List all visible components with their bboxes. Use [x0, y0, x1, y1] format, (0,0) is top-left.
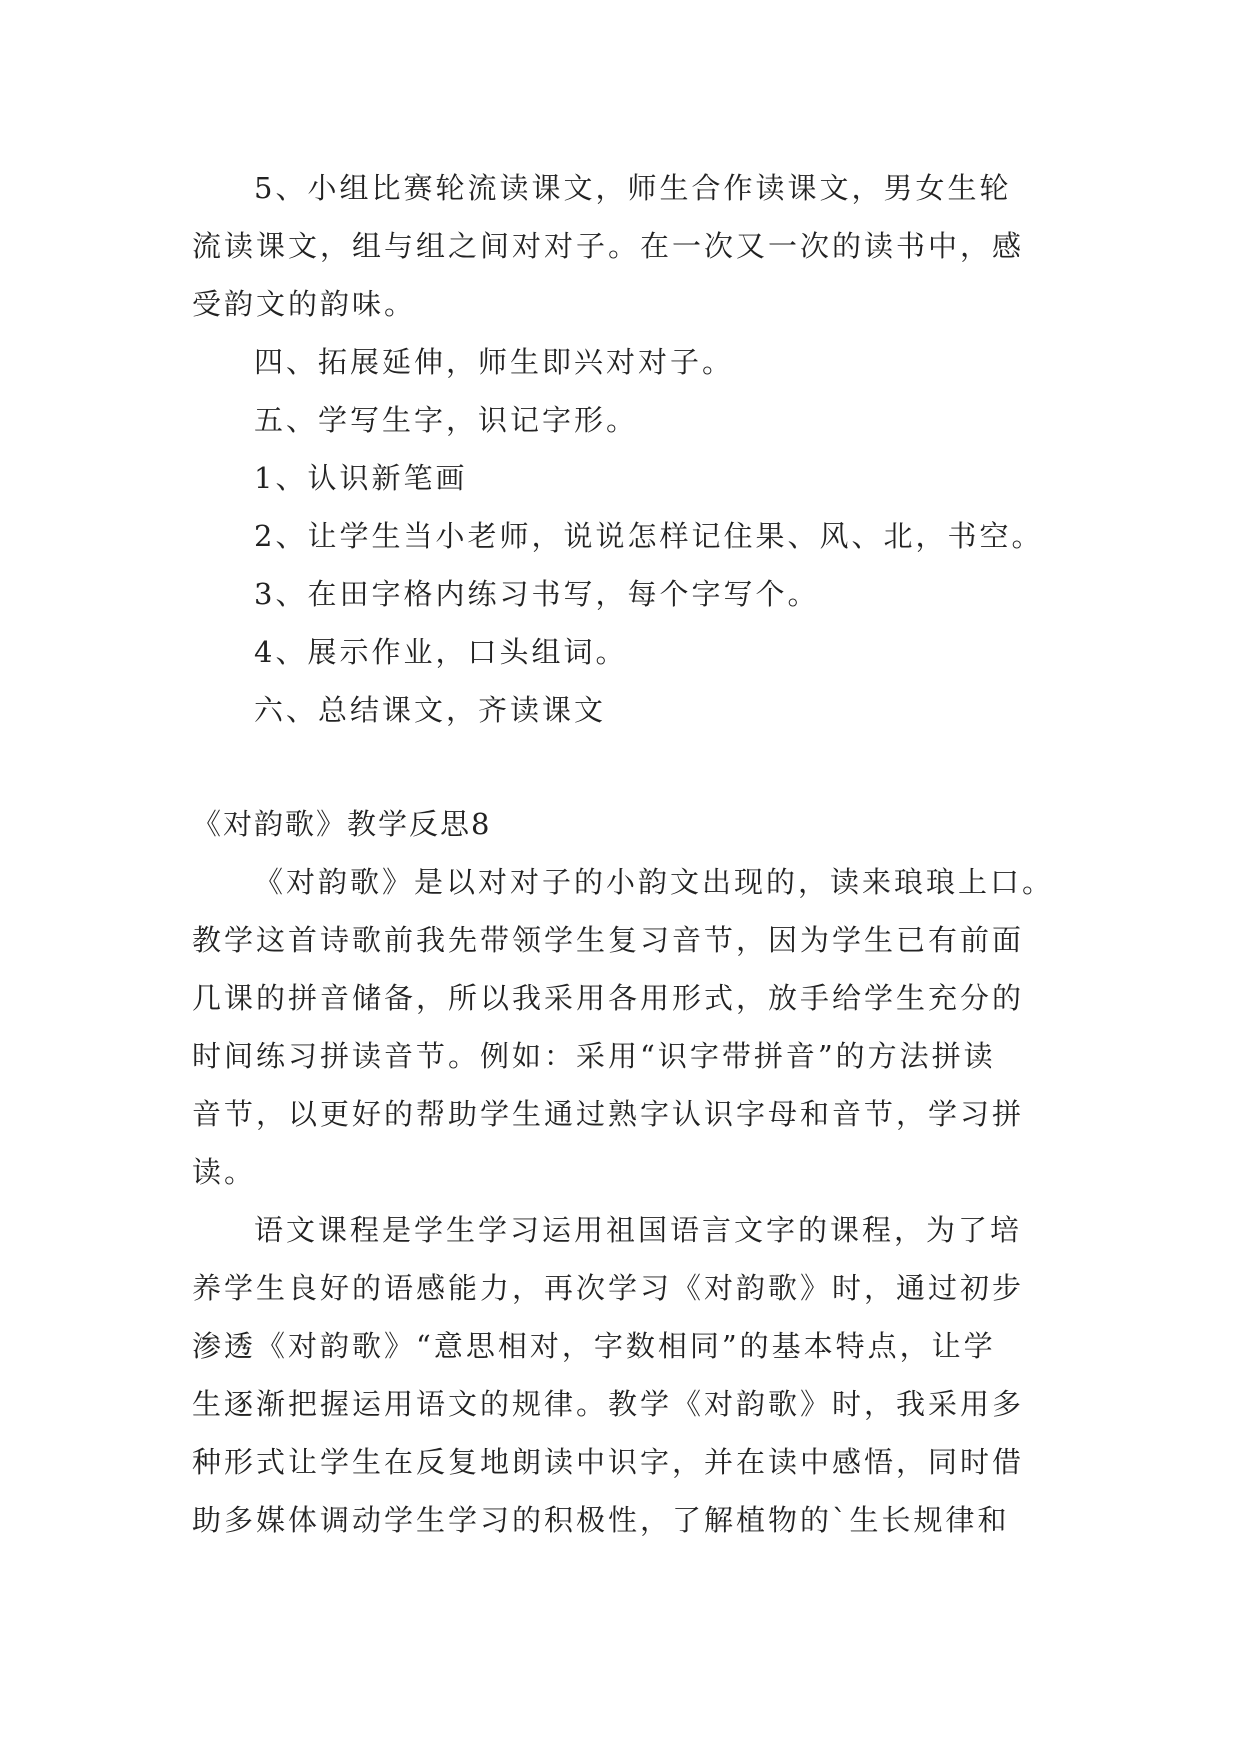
text-line: 流读课文，组与组之间对对子。在一次又一次的读书中，感 [192, 229, 1025, 263]
text-line: 语文课程是学生学习运用祖国语言文字的课程，为了培 [254, 1213, 1023, 1247]
text-line: 音节，以更好的帮助学生通过熟字认识字母和音节，学习拼 [192, 1097, 1025, 1131]
paragraph-1 [192, 862, 1072, 1210]
text-line: 四、拓展延伸，师生即兴对对子。 [254, 345, 735, 379]
text-line: 3、在田字格内练习书写，每个字写个。 [254, 577, 820, 611]
section-spacer [192, 748, 1072, 804]
text-line: 六、总结课文，齐读课文 [254, 693, 607, 727]
text-line: 种形式让学生在反复地朗读中识字，并在读中感悟，同时借 [192, 1445, 1025, 1479]
text-line: 1、认识新笔画 [254, 461, 468, 495]
paragraph-2 [192, 1210, 1072, 1558]
section-title: 《对韵歌》教学反思8 [192, 807, 492, 841]
text-line: 4、展示作业，口头组词。 [254, 635, 628, 669]
text-line: 5、小组比赛轮流读课文，师生合作读课文，男女生轮 [254, 171, 1012, 205]
text-line: 时间练习拼读音节。例如：采用“识字带拼音”的方法拼读 [192, 1039, 996, 1073]
text-line: 生逐渐把握运用语文的规律。教学《对韵歌》时，我采用多 [192, 1387, 1025, 1421]
text-line: 《对韵歌》是以对对子的小韵文出现的，读来琅琅上口。 [254, 865, 1055, 899]
text-line: 渗透《对韵歌》“意思相对，字数相同”的基本特点，让学 [192, 1329, 996, 1363]
text-line: 养学生良好的语感能力，再次学习《对韵歌》时，通过初步 [192, 1271, 1025, 1305]
document-body [192, 168, 1072, 1558]
text-line: 五、学写生字，识记字形。 [254, 403, 639, 437]
text-line: 教学这首诗歌前我先带领学生复习音节，因为学生已有前面 [192, 923, 1025, 957]
text-line: 几课的拼音储备，所以我采用各用形式，放手给学生充分的 [192, 981, 1025, 1015]
text-line: 助多媒体调动学生学习的积极性，了解植物的`生长规律和 [192, 1503, 1010, 1537]
text-line: 受韵文的韵味。 [192, 287, 417, 321]
text-line: 读。 [192, 1155, 257, 1189]
text-line: 2、让学生当小老师，说说怎样记住果、风、北，书空。 [254, 519, 1044, 553]
